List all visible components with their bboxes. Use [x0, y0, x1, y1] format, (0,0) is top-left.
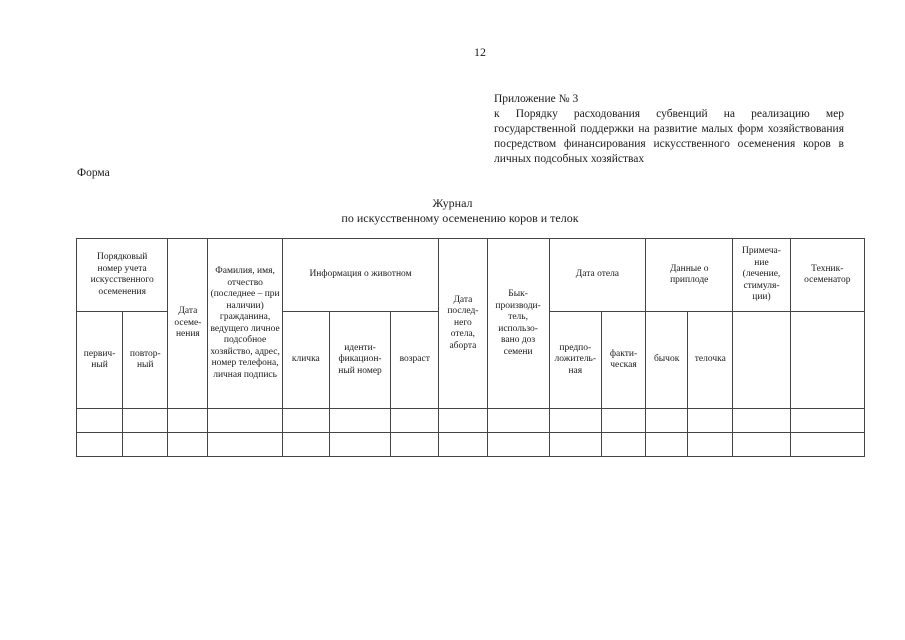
table-cell	[168, 409, 208, 433]
subheader-notes-empty	[733, 312, 790, 409]
journal-subtitle: по искусственному осеменению коров и телок	[341, 211, 579, 225]
table-row	[77, 433, 865, 457]
journal-table	[76, 238, 865, 457]
table-cell	[688, 409, 733, 433]
subheader-heifer: телочка	[688, 312, 733, 409]
header-order-number: Порядковый номер учета искусственного осеменения	[77, 239, 168, 312]
subheader-repeat: повтор- ный	[123, 312, 168, 409]
table-cell	[487, 409, 549, 433]
table-cell	[282, 409, 329, 433]
table-cell	[646, 433, 688, 457]
table-row	[77, 409, 865, 433]
table-cell	[646, 409, 688, 433]
table-cell	[549, 433, 601, 457]
table-cell	[329, 433, 390, 457]
header-row	[77, 239, 865, 312]
subheader-primary: первич- ный	[77, 312, 123, 409]
header-owner-name: Фамилия, имя, отчество (последнее – при наличии) гражданина, ведущего личное подсобное хозяйство, адрес, номер телефона, личная подпись	[208, 239, 282, 409]
table-cell	[391, 433, 439, 457]
appendix-label: Приложение № 3	[494, 93, 579, 105]
table-cell	[790, 409, 864, 433]
table-cell	[77, 433, 123, 457]
appendix-text: к Порядку расходования субвенций на реализацию мер государственной поддержки на развитие малых форм хозяйствования посредством финансирования искусственного осеменения коров в личных подсобных хозяйствах	[494, 108, 844, 165]
header-technician: Техник- осеменатор	[790, 239, 864, 312]
subheader-name: кличка	[282, 312, 329, 409]
subheader-age: возраст	[391, 312, 439, 409]
table-cell	[123, 409, 168, 433]
table-cell	[439, 409, 487, 433]
table-cell	[329, 409, 390, 433]
journal-title: Журнал	[432, 196, 473, 210]
table-cell	[733, 409, 790, 433]
table-cell	[208, 409, 282, 433]
page-number: 12	[474, 45, 486, 59]
table-cell	[688, 433, 733, 457]
table-cell	[282, 433, 329, 457]
header-offspring: Данные о приплоде	[646, 239, 733, 312]
table-cell	[123, 433, 168, 457]
table-cell	[601, 433, 645, 457]
header-bull-info: Бык- производи- тель, использо- вано доз семени	[487, 239, 549, 409]
header-notes: Примеча- ние (лечение, стимуля- ции)	[733, 239, 790, 312]
subheader-technician-empty	[790, 312, 864, 409]
subheader-bull-calf: бычок	[646, 312, 688, 409]
table-cell	[549, 409, 601, 433]
table-cell	[601, 409, 645, 433]
form-label: Форма	[77, 167, 110, 179]
header-animal-info: Информация о животном	[282, 239, 439, 312]
table-cell	[391, 409, 439, 433]
header-insemination-date: Дата осеме- нения	[168, 239, 208, 409]
table-cell	[208, 433, 282, 457]
table-cell	[168, 433, 208, 457]
subheader-expected: предпо- ложитель- ная	[549, 312, 601, 409]
subheader-id-number: иденти- фикацион- ный номер	[329, 312, 390, 409]
table-cell	[439, 433, 487, 457]
table-cell	[790, 433, 864, 457]
table-cell	[77, 409, 123, 433]
table-cell	[487, 433, 549, 457]
header-calving-date: Дата отела	[549, 239, 645, 312]
subheader-actual: факти- ческая	[601, 312, 645, 409]
table-cell	[733, 433, 790, 457]
appendix-block	[494, 92, 844, 167]
header-last-calving-date: Дата послед- него отела, аборта	[439, 239, 487, 409]
